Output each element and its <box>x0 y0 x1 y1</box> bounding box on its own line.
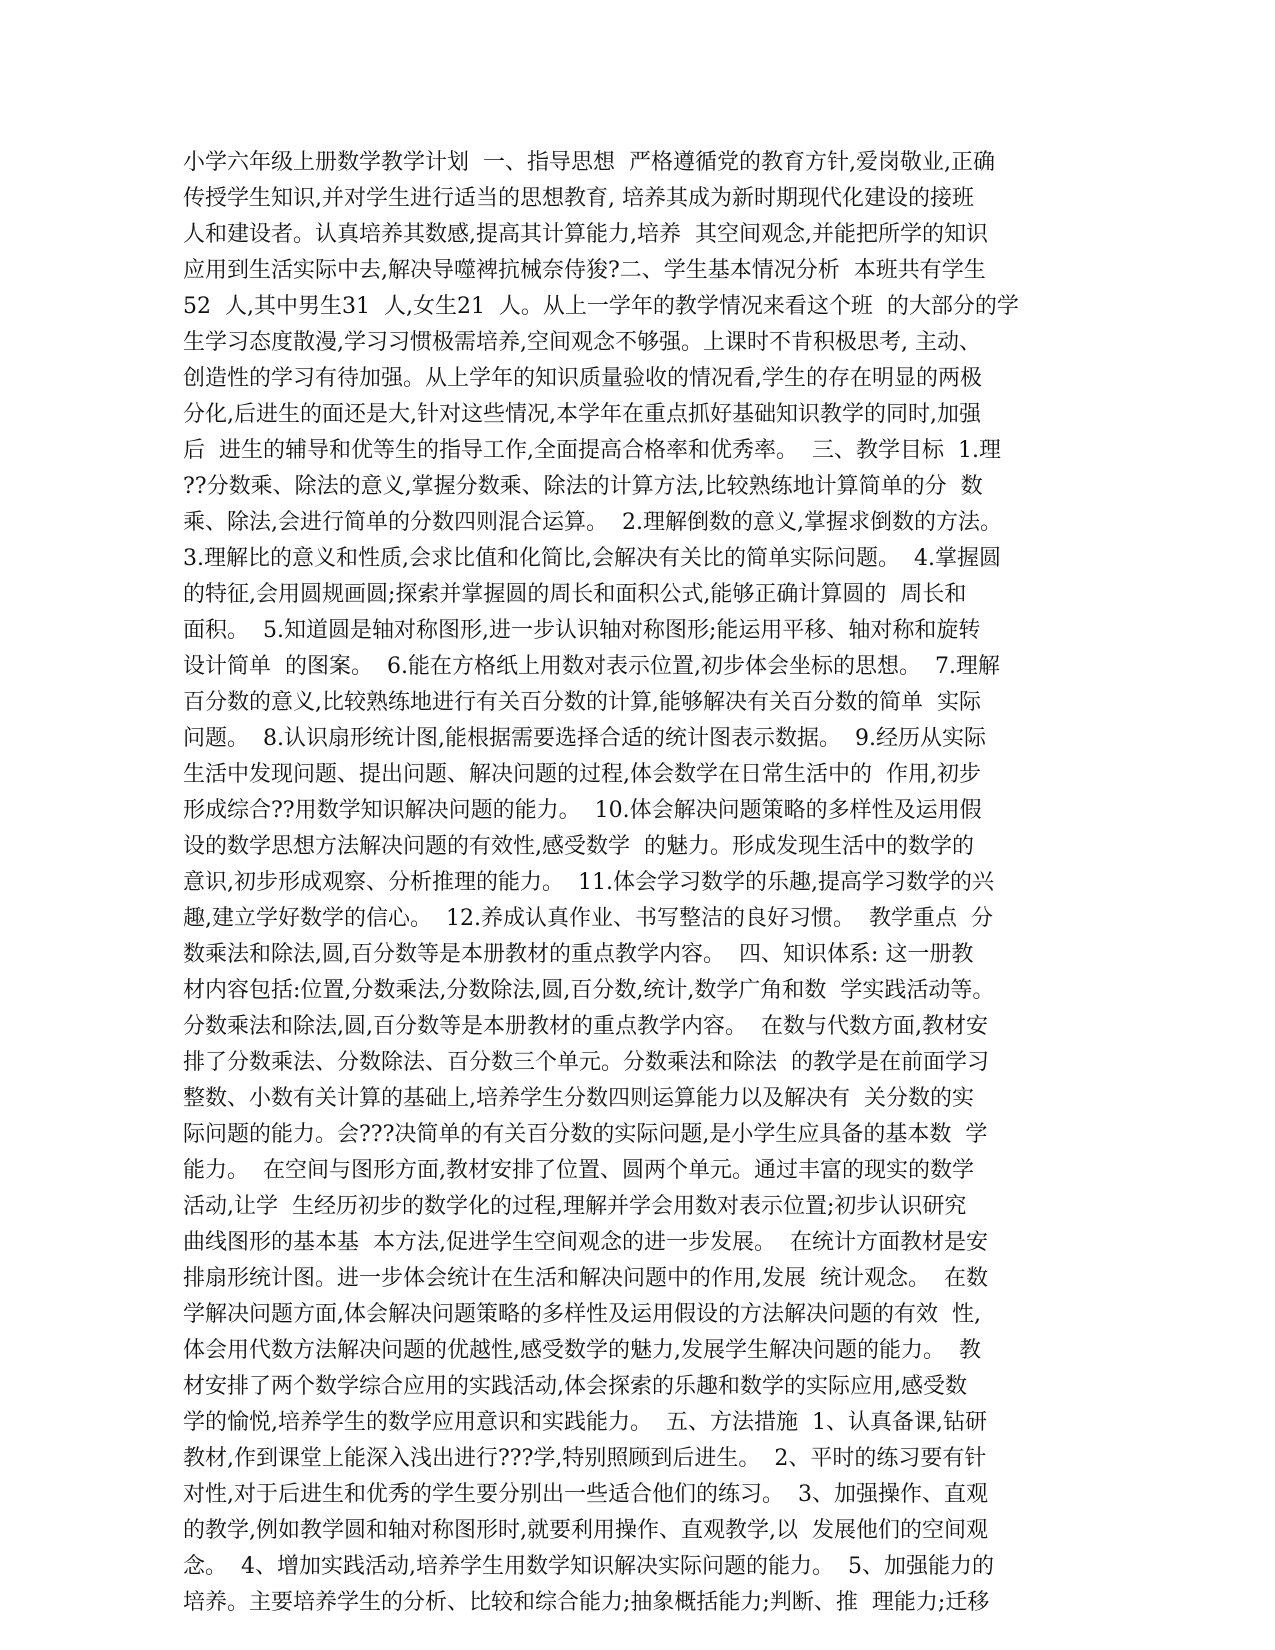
text-line: 教材,作到课堂上能深入浅出进行???学,特别照顾到后进生。 2、平时的练习要有针 <box>183 1446 987 1471</box>
text-line: 培养。主要培养学生的分析、比较和综合能力;抽象概括能力;判断、推 理能力;迁移 <box>183 1590 990 1615</box>
text-line: 对性,对于后进生和优秀的学生要分别出一些适合他们的练习。 3、加强操作、直观 <box>183 1482 988 1507</box>
text-line: 传授学生知识,并对学生进行适当的思想教育, 培养其成为新时期现代化建设的接班 <box>183 186 974 211</box>
text-line: 小学六年级上册数学教学计划 一、指导思想 严格遵循党的教育方针,爱岗敬业,正确 <box>183 150 995 175</box>
text-line: 形成综合??用数学知识解决问题的能力。 10.体会解决问题策略的多样性及运用假 <box>183 798 982 823</box>
text-line: 52 人,其中男生31 人,女生21 人。从上一学年的教学情况来看这个班 的大部分的学 <box>183 294 1019 319</box>
text-line: 后 进生的辅导和优等生的指导工作,全面提高合格率和优秀率。 三、教学目标 1.理 <box>183 438 1001 463</box>
text-line: 活动,让学 生经历初步的数学化的过程,理解并学会用数对表示位置;初步认识研究 <box>183 1194 967 1219</box>
text-line: 乘、除法,会进行简单的分数四则混合运算。 2.理解倒数的意义,掌握求倒数的方法。 <box>183 510 1002 535</box>
text-line: 材内容包括:位置,分数乘法,分数除法,圆,百分数,统计,数学广角和数 学实践活动等。 <box>183 978 995 1003</box>
body-text <box>183 145 1083 1621</box>
text-line: 百分数的意义,比较熟练地进行有关百分数的计算,能够解决有关百分数的简单 实际 <box>183 690 981 715</box>
text-line: 意识,初步形成观察、分析推理的能力。 11.体会学习数学的乐趣,提高学习数学的兴 <box>183 870 994 895</box>
text-line: 设的数学思想方法解决问题的有效性,感受数学 的魅力。形成发现生活中的数学的 <box>183 834 974 859</box>
text-line: 学的愉悦,培养学生的数学应用意识和实践能力。 五、方法措施 1、认真备课,钻研 <box>183 1410 987 1435</box>
text-line: 排扇形统计图。进一步体会统计在生活和解决问题中的作用,发展 统计观念。 在数 <box>183 1266 988 1291</box>
text-line: 创造性的学习有待加强。从上学年的知识质量验收的情况看,学生的存在明显的两极 <box>183 366 982 391</box>
text-line: 生活中发现问题、提出问题、解决问题的过程,体会数学在日常生活中的 作用,初步 <box>183 762 981 787</box>
text-line: 整数、小数有关计算的基础上,培养学生分数四则运算能力以及解决有 关分数的实 <box>183 1086 974 1111</box>
text-line: 学解决问题方面,体会解决问题策略的多样性及运用假设的方法解决问题的有效 性, <box>183 1302 981 1327</box>
text-line: 生学习态度散漫,学习习惯极需培养,空间观念不够强。上课时不肯积极思考, 主动、 <box>183 330 981 355</box>
text-line: 的教学,例如教学圆和轴对称图形时,就要利用操作、直观教学,以 发展他们的空间观 <box>183 1518 988 1543</box>
text-line: 的特征,会用圆规画圆;探索并掌握圆的周长和面积公式,能够正确计算圆的 周长和 <box>183 582 967 607</box>
text-line: 能力。 在空间与图形方面,教材安排了位置、圆两个单元。通过丰富的现实的数学 <box>183 1158 974 1183</box>
text-line: 际问题的能力。会???决简单的有关百分数的实际问题,是小学生应具备的基本数 学 <box>183 1122 988 1147</box>
text-line: 设计简单 的图案。 6.能在方格纸上用数对表示位置,初步体会坐标的思想。 7.理解 <box>183 654 1000 679</box>
text-line: 分化,后进生的面还是大,针对这些情况,本学年在重点抓好基础知识教学的同时,加强 <box>183 402 981 427</box>
text-line: 趣,建立学好数学的信心。 12.养成认真作业、书写整洁的良好习惯。 教学重点 分 <box>183 906 993 931</box>
text-line: 人和建设者。认真培养其数感,提高其计算能力,培养 其空间观念,并能把所学的知识 <box>183 222 988 247</box>
text-line: 材安排了两个数学综合应用的实践活动,体会探索的乐趣和数学的实际应用,感受数 <box>183 1374 967 1399</box>
text-line: 3.理解比的意义和性质,会求比值和化简比,会解决有关比的简单实际问题。 4.掌握圆 <box>183 546 1001 571</box>
text-line: 念。 4、增加实践活动,培养学生用数学知识解决实际问题的能力。 5、加强能力的 <box>183 1554 994 1579</box>
text-line: 问题。 8.认识扇形统计图,能根据需要选择合适的统计图表示数据。 9.经历从实际 <box>183 726 986 751</box>
text-line: 体会用代数方法解决问题的优越性,感受数学的魅力,发展学生解决问题的能力。 教 <box>183 1338 981 1363</box>
text-line: 应用到生活实际中去,解决导噬裨抗械奈侍狻?二、学生基本情况分析 本班共有学生 <box>183 258 986 283</box>
text-line: 面积。 5.知道圆是轴对称图形,进一步认识轴对称图形;能运用平移、轴对称和旋转 <box>183 618 981 643</box>
text-line: 排了分数乘法、分数除法、百分数三个单元。分数乘法和除法 的教学是在前面学习 <box>183 1050 989 1075</box>
text-line: ??分数乘、除法的意义,掌握分数乘、除法的计算方法,比较熟练地计算简单的分 数 <box>183 474 983 499</box>
text-line: 数乘法和除法,圆,百分数等是本册教材的重点教学内容。 四、知识体系: 这一册教 <box>183 942 974 967</box>
text-line: 曲线图形的基本基 本方法,促进学生空间观念的进一步发展。 在统计方面教材是安 <box>183 1230 988 1255</box>
text-line: 分数乘法和除法,圆,百分数等是本册教材的重点教学内容。 在数与代数方面,教材安 <box>183 1014 988 1039</box>
